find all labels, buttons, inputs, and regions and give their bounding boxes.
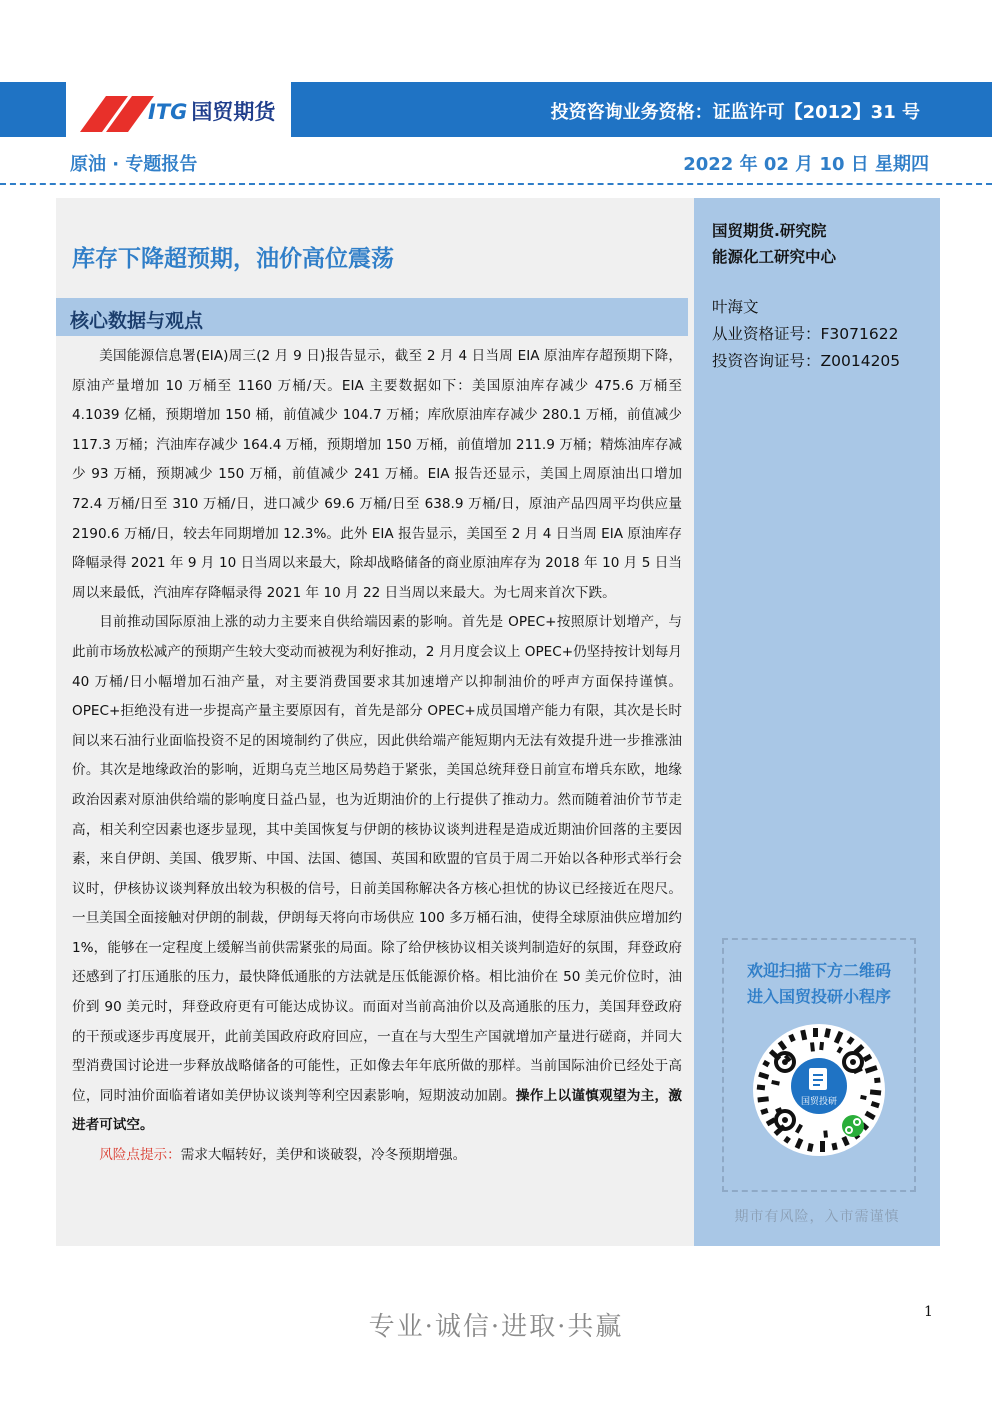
- qualification-number: 从业资格证号：F3071622: [712, 325, 899, 343]
- page-number: 1: [924, 1304, 933, 1320]
- risk-hint: [72, 1141, 682, 1171]
- org-department: 能源化工研究中心: [712, 248, 837, 266]
- header-divider: [0, 183, 992, 185]
- license-text: 投资咨询业务资格：证监许可【2012】31 号: [550, 102, 920, 123]
- sidebar-author: [712, 294, 900, 375]
- org-name: 国贸期货.研究院: [712, 222, 827, 240]
- core-section-header: [56, 298, 688, 336]
- qr-card: [722, 938, 916, 1192]
- paragraph-2-text: 目前推动国际原油上涨的动力主要来自供给端因素的影响。首先是 OPEC+按照原计划增产，与此前市场放松减产的预期产生较大变动而被视为利好推动，2 月月度会议上 OPEC+仍坚持按计划每月 40 万桶/日小幅增加石油产量，对主要消费国要求其加速增产以抑制油价的呼声方面保持谨慎。OPEC+拒绝没有进一步提高产量主要原因有，首先是部分 OPEC+成员国增产能力有限，其次是长时间以来石油行业面临投资不足的困境制约了供应，因此供给端产能短期内无法有效提升进一步推涨油价。其次是地缘政治的影响，近期乌克兰地区局势趋于紧张，美国总统拜登日前宣布增兵东欧，地缘政治因素对原油供给端的影响度日益凸显，也为近期油价的上行提供了推动力。然而随着油价节节走高，相关利空因素也逐步显现，其中美国恢复与伊朗的核协议谈判进程是造成近期油价回落的主要因素，来自伊朗、美国、俄罗斯、中国、法国、德国、英国和欧盟的官员于周二开始以各种形式举行会议时，伊核协议谈判释放出较为积极的信号，日前美国称解决各方核心担忧的协议已经接近在咫尺。一旦美国全面接触对伊朗的制裁，伊朗每天将向市场供应 100 多万桶石油，使得全球原油供应增加约 1%，能够在一定程度上缓解当前供需紧张的局面。除了给伊核协议相关谈判制造好的氛围，拜登政府还感到了打压通胀的压力，最快降低通胀的方法就是压低能源价格。相比油价在 50 美元价位时，油价到 90 美元时，拜登政府更有可能达成协议。而面对当前高油价以及高通胀的压力，美国拜登政府的干预或逐步再度展开，此前美国政府政府回应，一直在与大型生产国就增加产量进行磋商，并同大型消费国讨论进一步释放战略储备的可能性，正如像去年年底所做的那样。当前国际油价已经处于高位，同时油价面临着诸如美伊协议谈判等利空因素影响，短期波动加剧。: [72, 614, 682, 1104]
- qr-center-label: 国贸投研: [800, 1097, 838, 1107]
- qr-caption-line1: 欢迎扫描下方二维码: [746, 961, 891, 980]
- sidebar-org: [712, 218, 836, 270]
- qr-caption-line2: 进入国贸投研小程序: [746, 987, 891, 1006]
- logo: [66, 82, 291, 137]
- report-date: 2022 年 02 月 10 日 星期四: [683, 154, 929, 175]
- risk-text: 需求大幅转好，美伊和谈破裂，冷冬预期增强。: [180, 1147, 467, 1164]
- logo-wordmark: [148, 96, 275, 126]
- qr-caption: [724, 958, 914, 1010]
- logo-name: 国贸期货: [191, 100, 276, 124]
- itg-logo-icon: [76, 92, 156, 132]
- risk-label: 风险点提示：: [99, 1147, 181, 1164]
- consult-number: 投资咨询证号：Z0014205: [712, 352, 901, 370]
- author-name: 叶海文: [712, 298, 759, 316]
- core-section-title: 核心数据与观点: [70, 310, 204, 332]
- mini-program-qr-code[interactable]: [751, 1022, 887, 1158]
- paragraph-1: 美国能源信息署(EIA)周三(2 月 9 日)报告显示，截至 2 月 4 日当周 EIA 原油库存超预期下降，原油产量增加 10 万桶至 1160 万桶/天。EIA 主要数据如下：美国原油库存减少 475.6 万桶至 4.1039 亿桶，预期增加 150 桶，前值减少 104.7 万桶；库欣原油库存减少 280.1 万桶，前值减少 117.3 万桶；汽油库存减少 164.4 万桶，预期增加 150 万桶，前值增加 211.9 万桶；精炼油库存减少 93 万桶，预期减少 150 万桶，前值减少 241 万桶。EIA 报告还显示，美国上周原油出口增加 72.4 万桶/日至 310 万桶/日，进口减少 69.6 万桶/日至 638.9 万桶/日，原油产品四周平均供应量 2190.6 万桶/日，较去年同期增加 12.3%。此外 EIA 报告显示，美国至 2 月 4 日当周 EIA 原油库存降幅录得 2021 年 9 月 10 日当周以来最大，除却战略储备的商业原油库存为 2018 年 10 月 5 日当周以来最低，汽油库存降幅录得 2021 年 10 月 22 日当周以来最大。为七周来首次下跌。: [72, 348, 682, 601]
- footer-slogan: 专业·诚信·进取·共赢: [368, 1312, 624, 1342]
- report-title: 库存下降超预期，油价高位震荡: [72, 246, 394, 272]
- report-body: [72, 342, 682, 1171]
- market-risk-note: 期市有风险，入市需谨慎: [734, 1209, 900, 1225]
- report-section: 原油 · 专题报告: [70, 154, 198, 175]
- paragraph-2-conclusion: 操作上以谨慎观望为主，激进者可试空。: [72, 1087, 683, 1134]
- logo-brand: ITG: [148, 100, 188, 124]
- paragraph-2: [72, 608, 682, 1141]
